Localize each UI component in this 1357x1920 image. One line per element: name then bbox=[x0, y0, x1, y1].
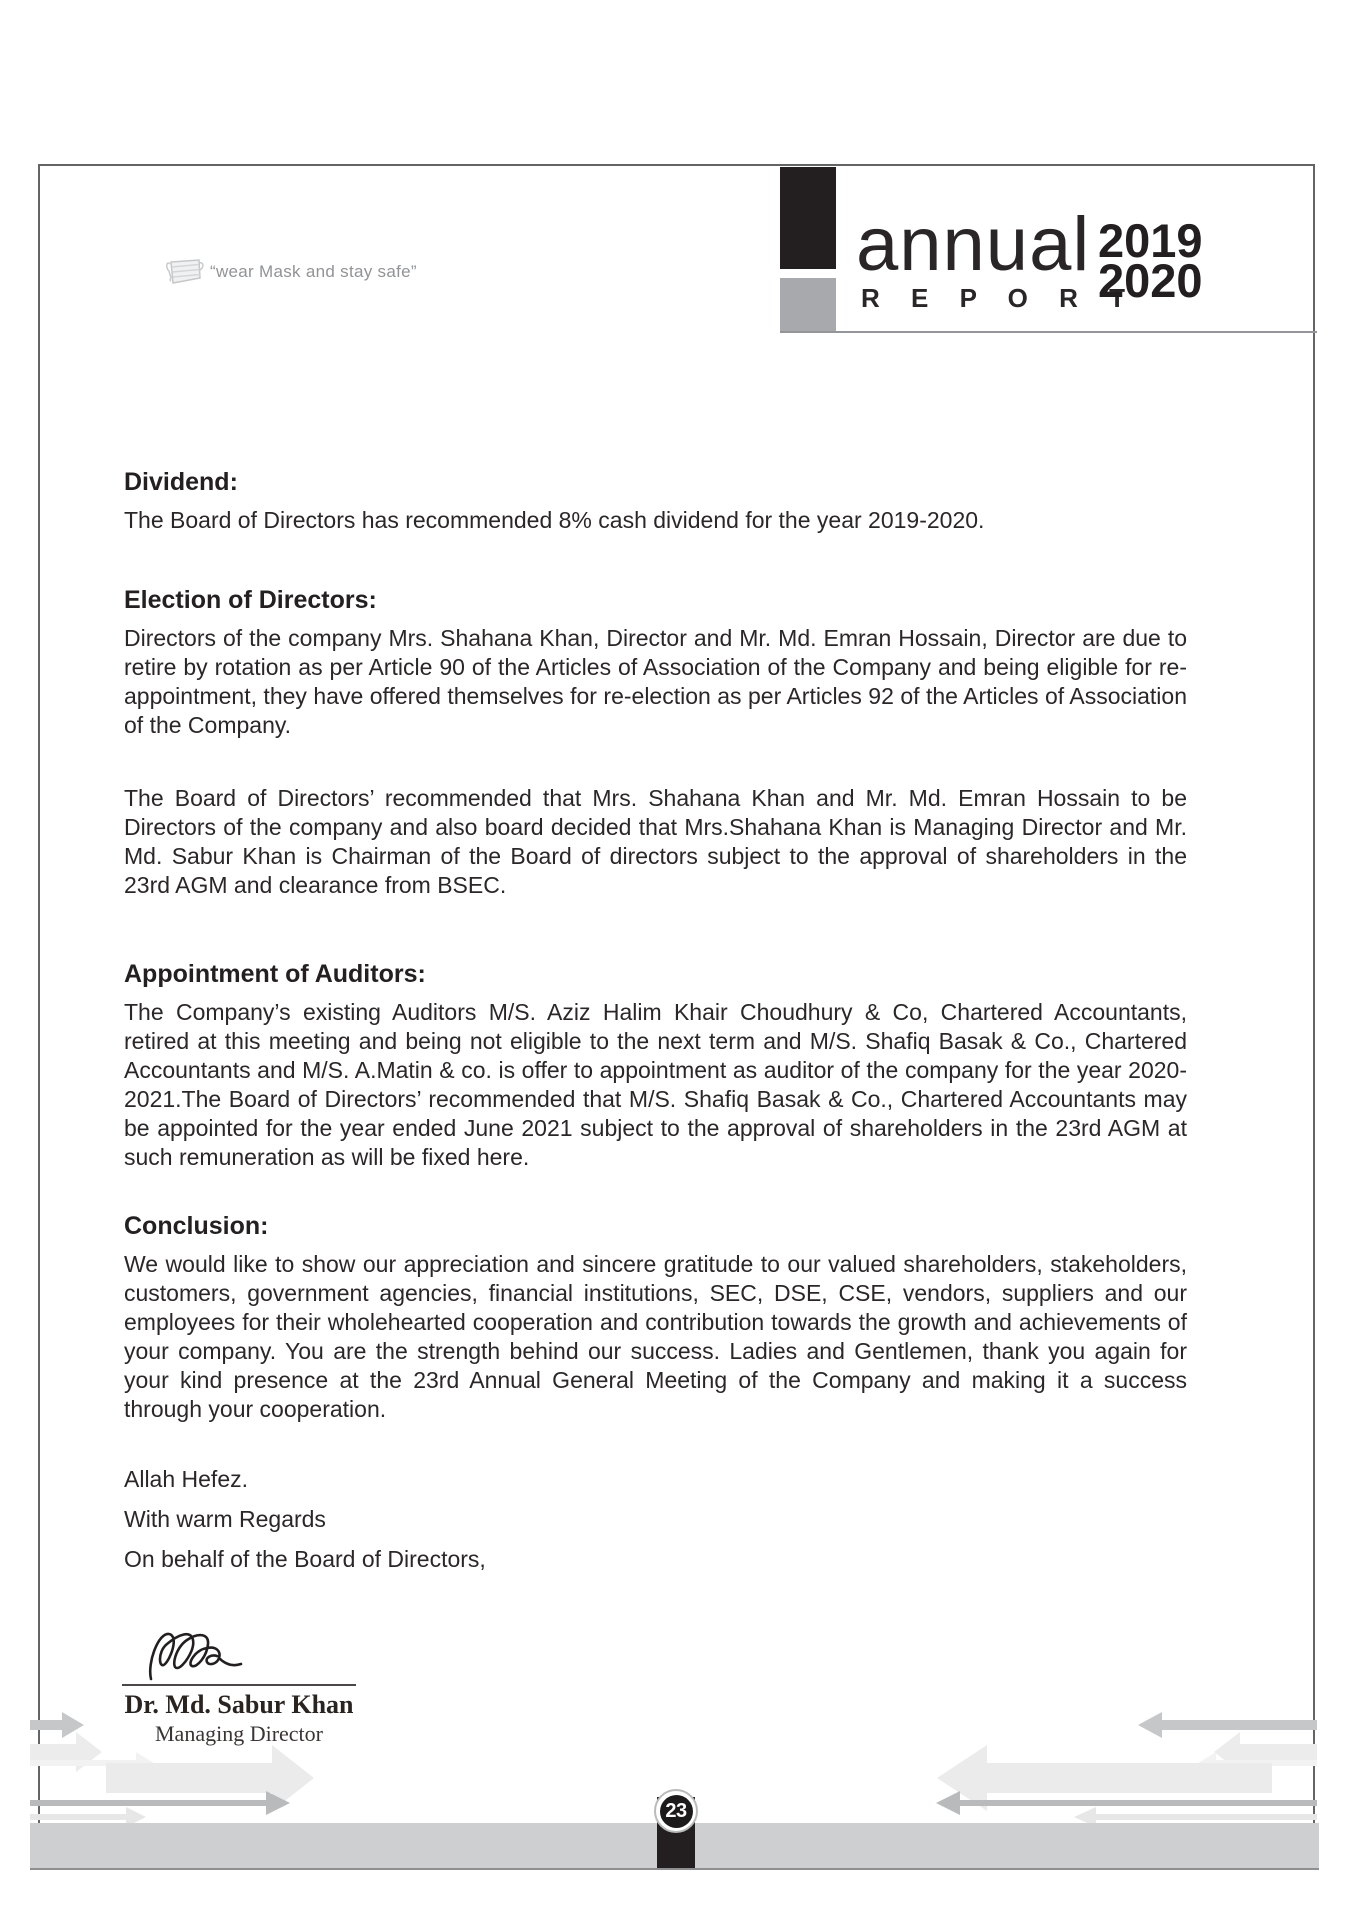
paragraph-auditors: The Company’s existing Auditors M/S. Aziz Halim Khair Choudhury & Co, Chartered Accountants, retired at this meeting and being not eligible to the next term and M/S. Shafiq Basak & Co., Chartered Accountants and M/S. A.Matin & co. is offer to appointment as auditor of the company for the year 2020-2021.The Board of Directors’ recommended that M/S. Shafiq Basak & Co., Chartered Accountants may be appointed for the year ended June 2021 subject to the approval of shareholders in the 23rd AGM at such remuneration as will be fixed here. bbox=[124, 999, 1187, 1170]
page-number-badge bbox=[654, 1789, 698, 1833]
heading-dividend: Dividend: bbox=[124, 468, 238, 496]
logo-gray-block bbox=[780, 278, 836, 332]
safety-note-text: “wear Mask and stay safe” bbox=[210, 262, 417, 281]
logo-year-top: 2019 bbox=[1098, 214, 1203, 267]
face-mask-icon bbox=[166, 254, 204, 290]
footer-arrows-right bbox=[880, 1700, 1317, 1830]
logo-annual-text: annual bbox=[856, 202, 1091, 287]
signatory-name: Dr. Md. Sabur Khan bbox=[124, 1690, 354, 1719]
logo-year-bottom: 2020 bbox=[1098, 254, 1203, 307]
closing-warm-regards: With warm Regards bbox=[124, 1506, 326, 1532]
logo-underline bbox=[780, 331, 1317, 333]
footer-arrows-left bbox=[30, 1700, 350, 1830]
heading-election-of-directors: Election of Directors: bbox=[124, 586, 377, 614]
paragraph-election-1: Directors of the company Mrs. Shahana Khan, Director and Mr. Md. Emran Hossain, Director are due to retire by rotation as per Article 90 of the Articles of Association of the Company and being eligible for re-appointment, they have offered themselves for re-election as per Articles 92 of the Articles of Association of the Company. bbox=[124, 625, 1187, 738]
heading-appointment-of-auditors: Appointment of Auditors: bbox=[124, 960, 426, 988]
closing-allah-hefez: Allah Hefez. bbox=[124, 1466, 249, 1492]
paragraph-dividend: The Board of Directors has recommended 8% cash dividend for the year 2019-2020. bbox=[124, 507, 985, 533]
logo-report-text: R E P O R T bbox=[861, 283, 1137, 313]
signature-scribble bbox=[145, 1624, 285, 1686]
closing-on-behalf: On behalf of the Board of Directors, bbox=[124, 1546, 486, 1572]
signature-rule bbox=[122, 1684, 356, 1686]
heading-conclusion: Conclusion: bbox=[124, 1212, 269, 1240]
signatory-title: Managing Director bbox=[155, 1721, 323, 1746]
page-number: 23 bbox=[660, 1795, 693, 1828]
logo-black-block bbox=[780, 167, 836, 269]
logo-years bbox=[1098, 214, 1203, 307]
safety-note bbox=[166, 254, 417, 290]
paragraph-conclusion: We would like to show our appreciation and sincere gratitude to our valued shareholders, stakeholders, customers, government agencies, financial institutions, SEC, DSE, CSE, vendors, suppliers and our employees for their wholehearted cooperation and contribution towards the growth and achievements of your company. You are the strength behind our success. Ladies and Gentlemen, thank you again for your kind presence at the 23rd Annual General Meeting of the Company and making it a success through your cooperation. bbox=[124, 1251, 1187, 1422]
paragraph-election-2: The Board of Directors’ recommended that Mrs. Shahana Khan and Mr. Md. Emran Hossain to be Directors of the company and also board decided that Mrs.Shahana Khan is Managing Director and Mr. Md. Sabur Khan is Chairman of the Board of directors subject to the approval of shareholders in the 23rd AGM and clearance from BSEC. bbox=[124, 785, 1187, 898]
